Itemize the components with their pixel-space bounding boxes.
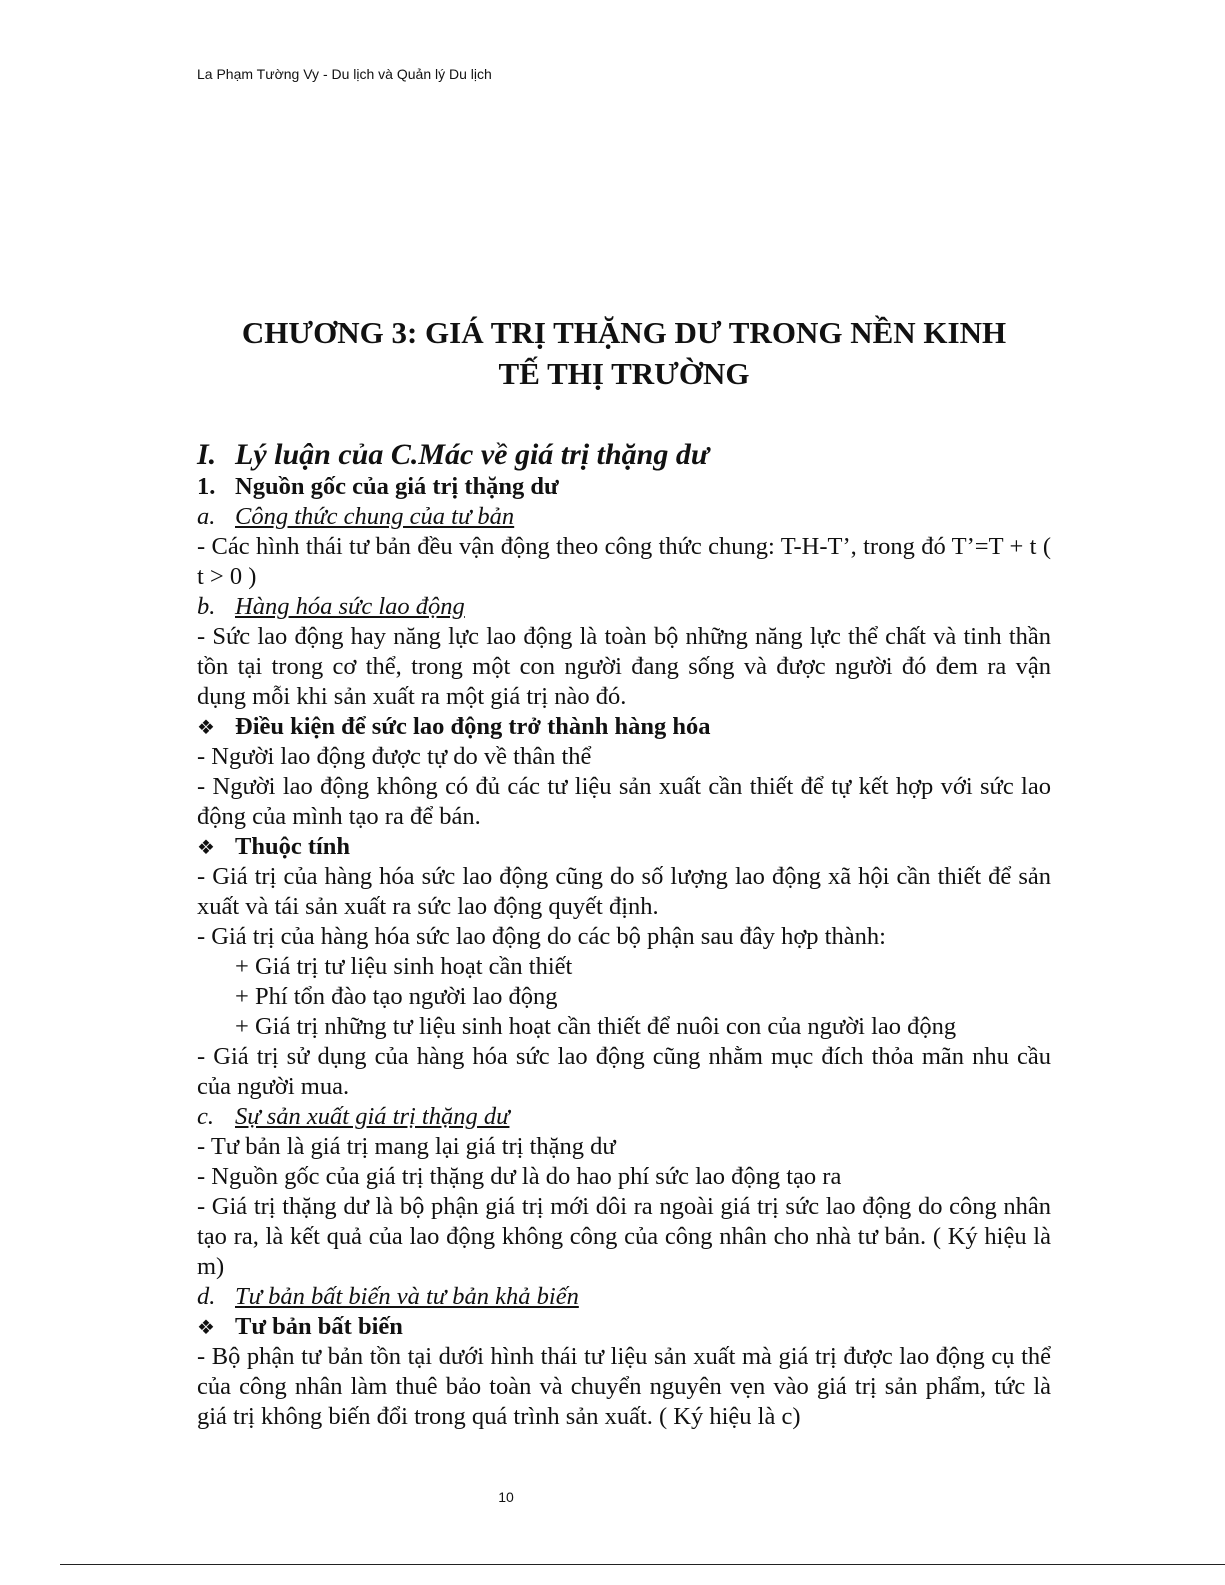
subsection-number: 1. bbox=[197, 473, 216, 500]
item-d-title: Tư bản bất biến và tư bản khả biến bbox=[235, 1283, 579, 1310]
paragraph: - Tư bản là giá trị mang lại giá trị thặng dư bbox=[197, 1133, 616, 1160]
section-number: I. bbox=[197, 438, 217, 471]
diamond-bullet-icon: ❖ bbox=[197, 835, 215, 859]
paragraph: - Giá trị của hàng hóa sức lao động cũng do số lượng lao động xã hội cần thiết để sản xuất và tái sản xuất ra sức lao động quyết định. bbox=[197, 863, 1051, 920]
paragraph: - Giá trị thặng dư là bộ phận giá trị mới dôi ra ngoài giá trị sức lao động do công nhân tạo ra, là kết quả của lao động không công của công nhân cho nhà tư bản. ( Ký hiệu là m) bbox=[197, 1193, 1051, 1280]
bullet-heading bbox=[197, 712, 1051, 742]
item-b-label: b. bbox=[197, 593, 216, 620]
chapter-title-line-1: CHƯƠNG 3: GIÁ TRỊ THẶNG DƯ TRONG NỀN KINH bbox=[241, 315, 1007, 350]
chapter-title-line-2: TẾ THỊ TRƯỜNG bbox=[498, 356, 750, 391]
item-d-label: d. bbox=[197, 1283, 216, 1310]
list-item: + Phí tổn đào tạo người lao động bbox=[235, 983, 558, 1010]
chapter-title bbox=[197, 312, 1051, 394]
paragraph: - Nguồn gốc của giá trị thặng dư là do hao phí sức lao động tạo ra bbox=[197, 1163, 842, 1190]
item-a-label: a. bbox=[197, 503, 216, 530]
subsection-heading bbox=[197, 472, 1051, 502]
document-body bbox=[197, 312, 1051, 1432]
list-item: + Giá trị tư liệu sinh hoạt cần thiết bbox=[235, 953, 573, 980]
bullet-heading-text: Điều kiện để sức lao động trở thành hàng hóa bbox=[235, 713, 711, 740]
item-c-title: Sự sản xuất giá trị thặng dư bbox=[235, 1103, 510, 1130]
list-item: + Giá trị những tư liệu sinh hoạt cần thiết để nuôi con của người lao động bbox=[235, 1013, 957, 1040]
item-a-heading bbox=[197, 502, 1051, 532]
item-b-title: Hàng hóa sức lao động bbox=[235, 593, 465, 620]
bullet-heading bbox=[197, 832, 1051, 862]
bullet-heading-text: Tư bản bất biến bbox=[235, 1313, 403, 1340]
paragraph: - Các hình thái tư bản đều vận động theo công thức chung: T-H-T’, trong đó T’=T + t ( t > 0 ) bbox=[197, 533, 1051, 590]
paragraph: - Bộ phận tư bản tồn tại dưới hình thái tư liệu sản xuất mà giá trị được lao động cụ thể của công nhân làm thuê bảo toàn và chuyển nguyên vẹn vào giá trị sản phẩm, tức là giá trị không biến đổi trong quá trình sản xuất. ( Ký hiệu là c) bbox=[197, 1343, 1051, 1430]
item-c-label: c. bbox=[197, 1103, 214, 1130]
section-heading bbox=[197, 438, 1051, 472]
bullet-heading-text: Thuộc tính bbox=[235, 833, 351, 860]
paragraph: - Giá trị sử dụng của hàng hóa sức lao động cũng nhằm mục đích thỏa mãn nhu cầu của người mua. bbox=[197, 1043, 1051, 1100]
section-title: Lý luận của C.Mác về giá trị thặng dư bbox=[235, 438, 709, 471]
subsection-title: Nguồn gốc của giá trị thặng dư bbox=[235, 473, 559, 500]
paragraph: - Người lao động không có đủ các tư liệu sản xuất cần thiết để tự kết hợp với sức lao động của mình tạo ra để bán. bbox=[197, 773, 1051, 830]
bullet-heading bbox=[197, 1312, 1051, 1342]
item-c-heading bbox=[197, 1102, 1051, 1132]
paragraph: - Giá trị của hàng hóa sức lao động do các bộ phận sau đây hợp thành: bbox=[197, 923, 886, 950]
paragraph: - Người lao động được tự do về thân thể bbox=[197, 743, 592, 770]
diamond-bullet-icon: ❖ bbox=[197, 715, 215, 739]
diamond-bullet-icon: ❖ bbox=[197, 1315, 215, 1339]
item-d-heading bbox=[197, 1282, 1051, 1312]
page-header: La Phạm Tường Vy - Du lịch và Quản lý Du lịch bbox=[197, 66, 492, 82]
item-b-heading bbox=[197, 592, 1051, 622]
paragraph: - Sức lao động hay năng lực lao động là toàn bộ những năng lực thể chất và tinh thần tồn tại trong cơ thể, trong một con người đang sống và được người đó đem ra vận dụng mỗi khi sản xuất ra một giá trị nào đó. bbox=[197, 623, 1051, 710]
bottom-divider bbox=[60, 1564, 1225, 1565]
page-number: 10 bbox=[498, 1489, 514, 1505]
item-a-title: Công thức chung của tư bản bbox=[235, 503, 515, 530]
